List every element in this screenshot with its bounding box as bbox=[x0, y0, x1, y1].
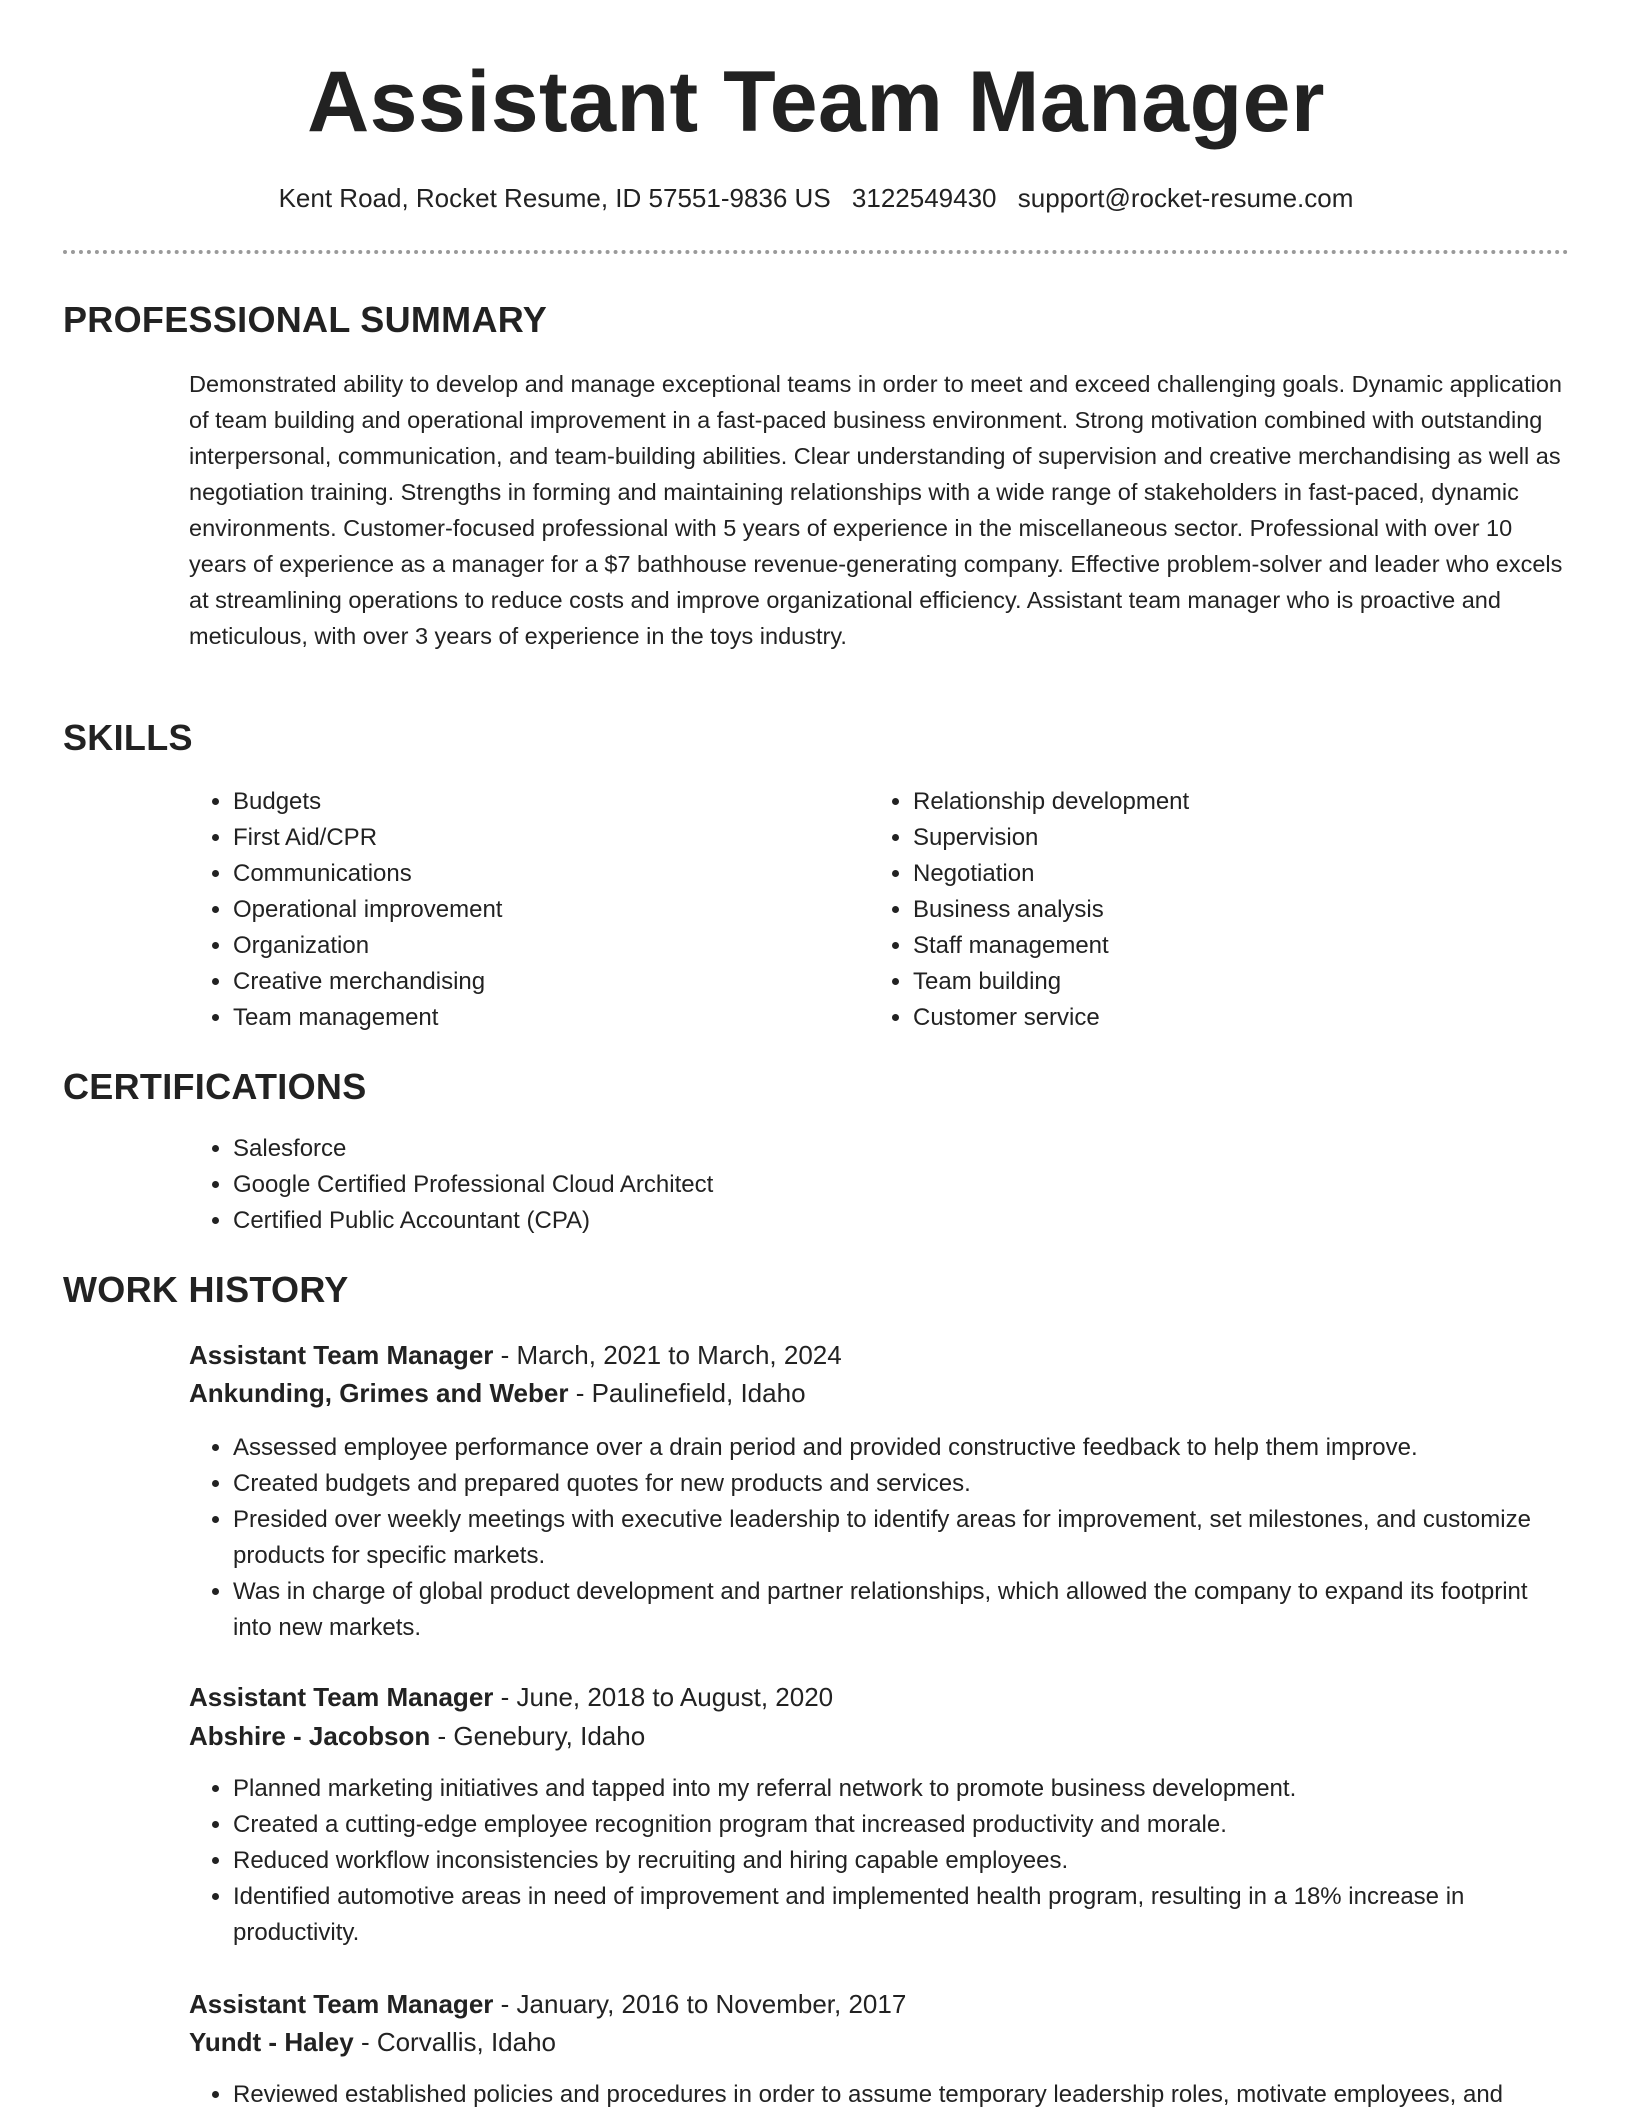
job-title-line bbox=[189, 1985, 906, 2023]
skill-item: • Customer service bbox=[913, 1000, 1189, 1036]
contact-address: Kent Road, Rocket Resume, ID 57551-9836 US bbox=[278, 183, 831, 213]
section-title-work-history: WORK HISTORY bbox=[63, 1269, 349, 1310]
summary-text: Demonstrated ability to develop and manage exceptional teams in order to meet and exceed challenging goals. Dynamic application of team building and operational improvement in a fast-paced business environment. Strong motivation combined with outstanding interpersonal, communication, and team-building abilities. Clear understanding of supervision and creative merchandising as well as negotiation training. Strengths in forming and maintaining relationships with a wide range of stakeholders in fast-paced, dynamic environments. Customer-focused professional with 5 years of experience in the miscellaneous sector. Professional with over 10 years of experience as a manager for a $7 bathhouse revenue-generating company. Effective problem-solver and leader who excels at streamlining operations to reduce costs and improve organizational efficiency. Assistant team manager who is proactive and meticulous, with over 3 years of experience in the toys industry. bbox=[189, 371, 1563, 649]
certification-item: • Google Certified Professional Cloud Architect bbox=[233, 1167, 1569, 1203]
job-bullet: • Assessed employee performance over a drain period and provided constructive feedback to help them improve. bbox=[233, 1430, 1569, 1466]
job-bullets bbox=[189, 2077, 1569, 2113]
job-title-line bbox=[189, 1678, 833, 1716]
job-dates: - June, 2018 to August, 2020 bbox=[500, 1682, 834, 1712]
job-bullet: • Created budgets and prepared quotes for new products and services. bbox=[233, 1466, 1569, 1502]
job-company-line bbox=[189, 1374, 806, 1412]
job-company: Yundt - Haley bbox=[189, 2027, 354, 2057]
skill-item: • Team building bbox=[913, 964, 1189, 1000]
skill-item: • Creative merchandising bbox=[233, 964, 502, 1000]
skill-item: • Staff management bbox=[913, 928, 1189, 964]
job-title-line bbox=[189, 1336, 842, 1374]
skill-item: • Supervision bbox=[913, 820, 1189, 856]
job-dates: - March, 2021 to March, 2024 bbox=[500, 1340, 842, 1370]
job-bullet: • Reviewed established policies and procedures in order to assume temporary leadership roles, motivate employees, and bbox=[233, 2077, 1569, 2113]
certification-item: • Salesforce bbox=[233, 1131, 1569, 1167]
header-divider bbox=[63, 250, 1569, 254]
contact-line bbox=[0, 180, 1632, 216]
job-bullet: • Reduced workflow inconsistencies by recruiting and hiring capable employees. bbox=[233, 1843, 1569, 1879]
job-location: - Genebury, Idaho bbox=[437, 1721, 646, 1751]
contact-phone: 3122549430 bbox=[851, 183, 997, 213]
job-title: Assistant Team Manager bbox=[189, 1989, 494, 2019]
job-title: Assistant Team Manager bbox=[189, 1682, 494, 1712]
job-bullet: • Was in charge of global product development and partner relationships, which allowed the company to expand its footprint into new markets. bbox=[233, 1574, 1569, 1646]
job-location: - Paulinefield, Idaho bbox=[575, 1378, 806, 1408]
skill-item: • Business analysis bbox=[913, 892, 1189, 928]
skills-list-left bbox=[189, 784, 502, 1036]
job-company: Abshire - Jacobson bbox=[189, 1721, 431, 1751]
job-bullet: • Presided over weekly meetings with executive leadership to identify areas for improvement, set milestones, and customize products for specific markets. bbox=[233, 1502, 1569, 1574]
skill-item: • Negotiation bbox=[913, 856, 1189, 892]
skill-item: • Relationship development bbox=[913, 784, 1189, 820]
skill-item: • Operational improvement bbox=[233, 892, 502, 928]
certification-item: • Certified Public Accountant (CPA) bbox=[233, 1203, 1569, 1239]
skills-list-right bbox=[869, 784, 1189, 1036]
job-bullet: • Planned marketing initiatives and tapped into my referral network to promote business development. bbox=[233, 1771, 1569, 1807]
job-bullets bbox=[189, 1771, 1569, 1951]
resume-name: Assistant Team Manager bbox=[307, 54, 1325, 150]
job-bullet: • Identified automotive areas in need of improvement and implemented health program, resulting in a 18% increase in productivity. bbox=[233, 1879, 1569, 1951]
skill-item: • Budgets bbox=[233, 784, 502, 820]
skill-item: • Organization bbox=[233, 928, 502, 964]
skill-item: • Communications bbox=[233, 856, 502, 892]
section-title-certifications: CERTIFICATIONS bbox=[63, 1066, 367, 1107]
job-company: Ankunding, Grimes and Weber bbox=[189, 1378, 569, 1408]
section-title-summary: PROFESSIONAL SUMMARY bbox=[63, 299, 548, 340]
skill-item: • First Aid/CPR bbox=[233, 820, 502, 856]
section-title-skills: SKILLS bbox=[63, 717, 193, 758]
job-bullets bbox=[189, 1430, 1569, 1646]
skill-item: • Team management bbox=[233, 1000, 502, 1036]
job-company-line bbox=[189, 1717, 645, 1755]
certifications-list bbox=[189, 1131, 1569, 1239]
job-title: Assistant Team Manager bbox=[189, 1340, 494, 1370]
contact-email: support@rocket-resume.com bbox=[1017, 183, 1354, 213]
job-dates: - January, 2016 to November, 2017 bbox=[500, 1989, 907, 2019]
job-company-line bbox=[189, 2023, 556, 2061]
job-location: - Corvallis, Idaho bbox=[360, 2027, 557, 2057]
job-bullet: • Created a cutting-edge employee recognition program that increased productivity and morale. bbox=[233, 1807, 1569, 1843]
